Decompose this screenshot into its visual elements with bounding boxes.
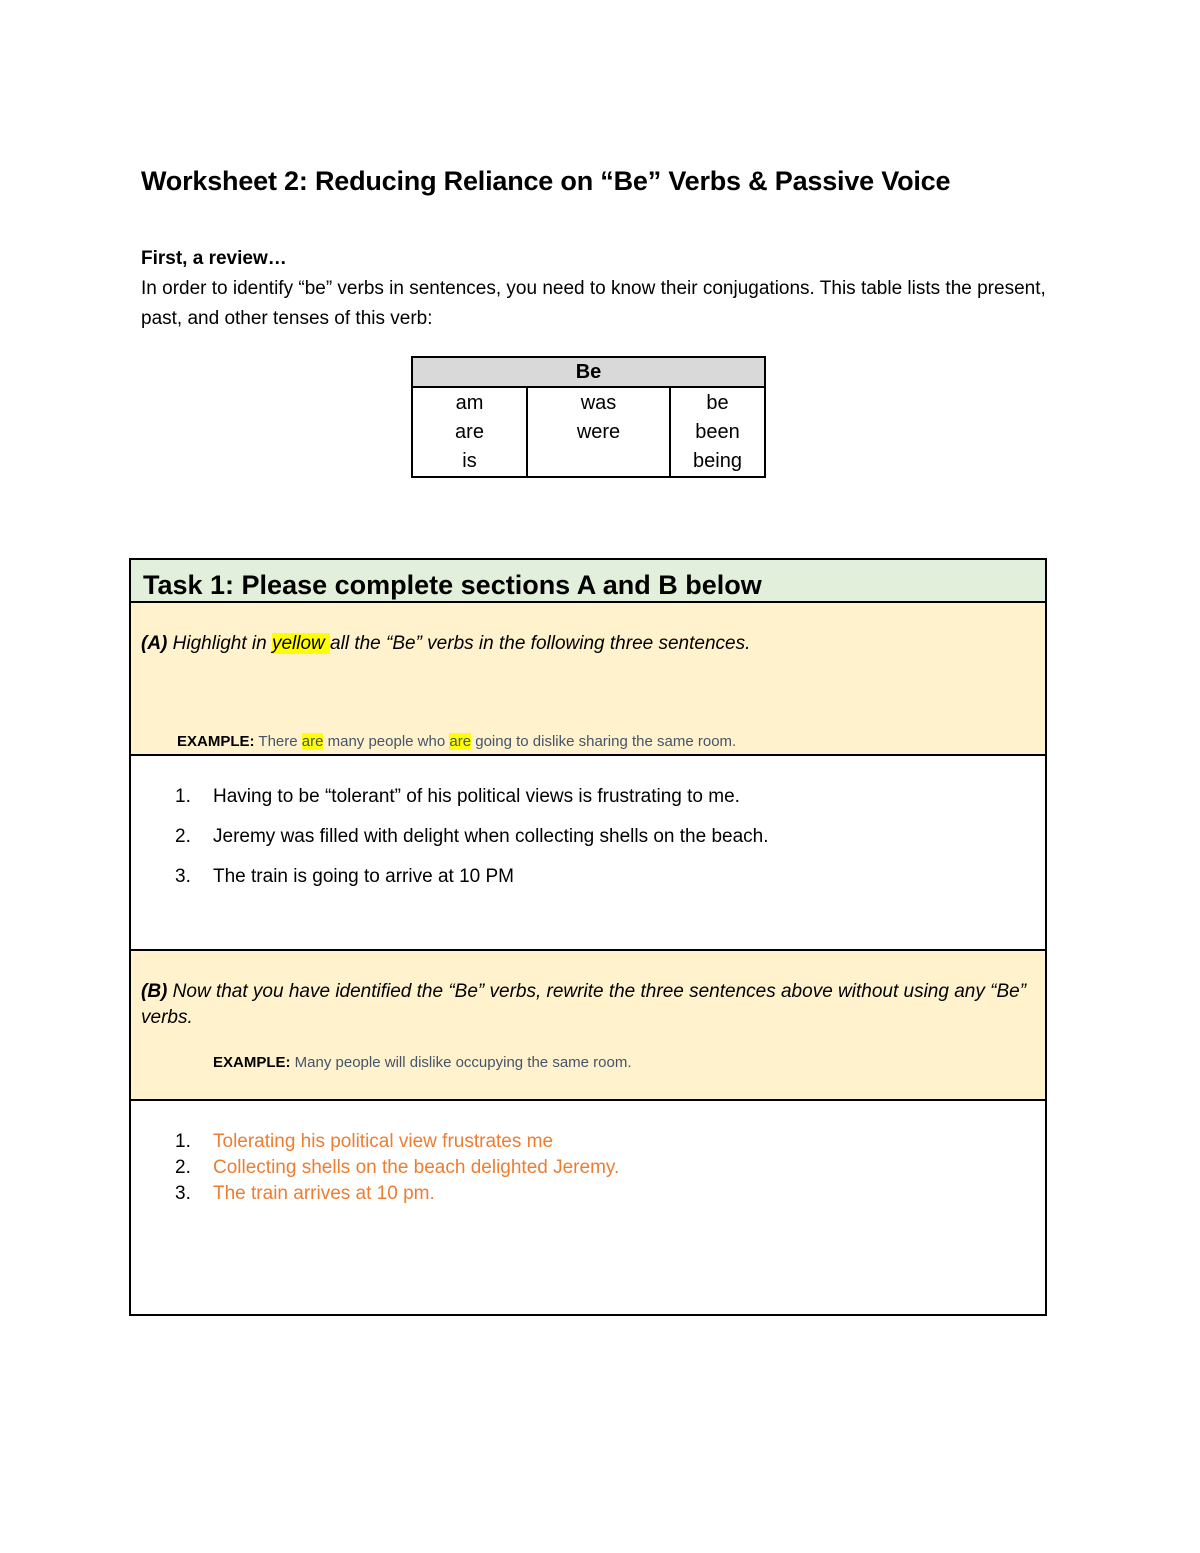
highlight-word: yellow bbox=[271, 633, 331, 654]
section-a-label: (A) bbox=[141, 633, 168, 654]
worksheet-title: Worksheet 2: Reducing Reliance on “Be” Verbs & Passive Voice bbox=[141, 166, 951, 196]
instr-text: Now that you have identified the “Be” verbs, rewrite the three sentences above without using any “Be” verbs. bbox=[141, 981, 1027, 1028]
be-conjugation-table bbox=[411, 356, 766, 478]
list-item bbox=[131, 1157, 1045, 1183]
answer-text: Collecting shells on the beach delighted Jeremy. bbox=[213, 1157, 620, 1178]
present-column bbox=[412, 387, 527, 477]
example-text: many people who bbox=[323, 733, 450, 750]
list-number: 1. bbox=[175, 1131, 191, 1152]
list-item bbox=[131, 1183, 1045, 1209]
past-column bbox=[527, 387, 670, 477]
table-cell: are bbox=[455, 421, 484, 443]
other-column bbox=[670, 387, 765, 477]
table-header: Be bbox=[412, 357, 765, 387]
sentence-text: Jeremy was filled with delight when collecting shells on the beach. bbox=[213, 826, 769, 847]
list-number: 3. bbox=[175, 866, 191, 887]
table-cell: was bbox=[580, 392, 617, 414]
intro-heading: First, a review… bbox=[141, 248, 287, 269]
answer-text: The train arrives at 10 pm. bbox=[213, 1183, 435, 1204]
list-number: 2. bbox=[175, 1157, 191, 1178]
list-number: 3. bbox=[175, 1183, 191, 1204]
instr-text: Highlight in bbox=[167, 633, 272, 654]
instr-text: all the “Be” verbs in the following three sentences. bbox=[330, 633, 751, 654]
sentence-list-section bbox=[131, 756, 1045, 951]
section-b-label: (B) bbox=[141, 981, 168, 1002]
list-number: 1. bbox=[175, 786, 191, 807]
section-a-example bbox=[177, 733, 736, 750]
list-item bbox=[131, 826, 1045, 866]
section-b-instruction bbox=[141, 979, 1031, 1031]
task-box bbox=[129, 558, 1047, 1316]
section-b-instructions bbox=[131, 951, 1045, 1101]
section-a-instruction bbox=[141, 631, 750, 657]
example-highlight: are bbox=[301, 733, 324, 750]
list-item bbox=[131, 786, 1045, 826]
example-text: There bbox=[254, 733, 302, 750]
answer-text: Tolerating his political view frustrates me bbox=[213, 1131, 554, 1152]
example-text: going to dislike sharing the same room. bbox=[471, 733, 737, 750]
section-a-instructions bbox=[131, 603, 1045, 756]
table-cell: being bbox=[693, 450, 742, 472]
table-cell: were bbox=[576, 421, 621, 443]
table-cell: is bbox=[462, 450, 477, 472]
answer-list bbox=[131, 1131, 1045, 1209]
section-b-example bbox=[213, 1054, 632, 1071]
list-item bbox=[131, 1131, 1045, 1157]
sentence-text: Having to be “tolerant” of his political views is frustrating to me. bbox=[213, 786, 740, 807]
table-cell: am bbox=[455, 392, 484, 414]
example-highlight: are bbox=[449, 733, 472, 750]
table-cell: be bbox=[706, 392, 729, 414]
task-heading: Task 1: Please complete sections A and B below bbox=[131, 560, 1045, 603]
sentence-text: The train is going to arrive at 10 PM bbox=[213, 866, 514, 887]
list-item bbox=[131, 866, 1045, 906]
sentence-list bbox=[131, 786, 1045, 906]
answer-section bbox=[131, 1101, 1045, 1314]
example-text: Many people will dislike occupying the same room. bbox=[290, 1054, 632, 1071]
intro-block bbox=[141, 244, 1081, 334]
example-label: EXAMPLE: bbox=[177, 733, 255, 750]
intro-text: In order to identify “be” verbs in sentences, you need to know their conjugations. This table lists the present, past, and other tenses of this verb: bbox=[141, 278, 1046, 329]
example-label: EXAMPLE: bbox=[213, 1054, 291, 1071]
list-number: 2. bbox=[175, 826, 191, 847]
table-cell: been bbox=[695, 421, 740, 443]
